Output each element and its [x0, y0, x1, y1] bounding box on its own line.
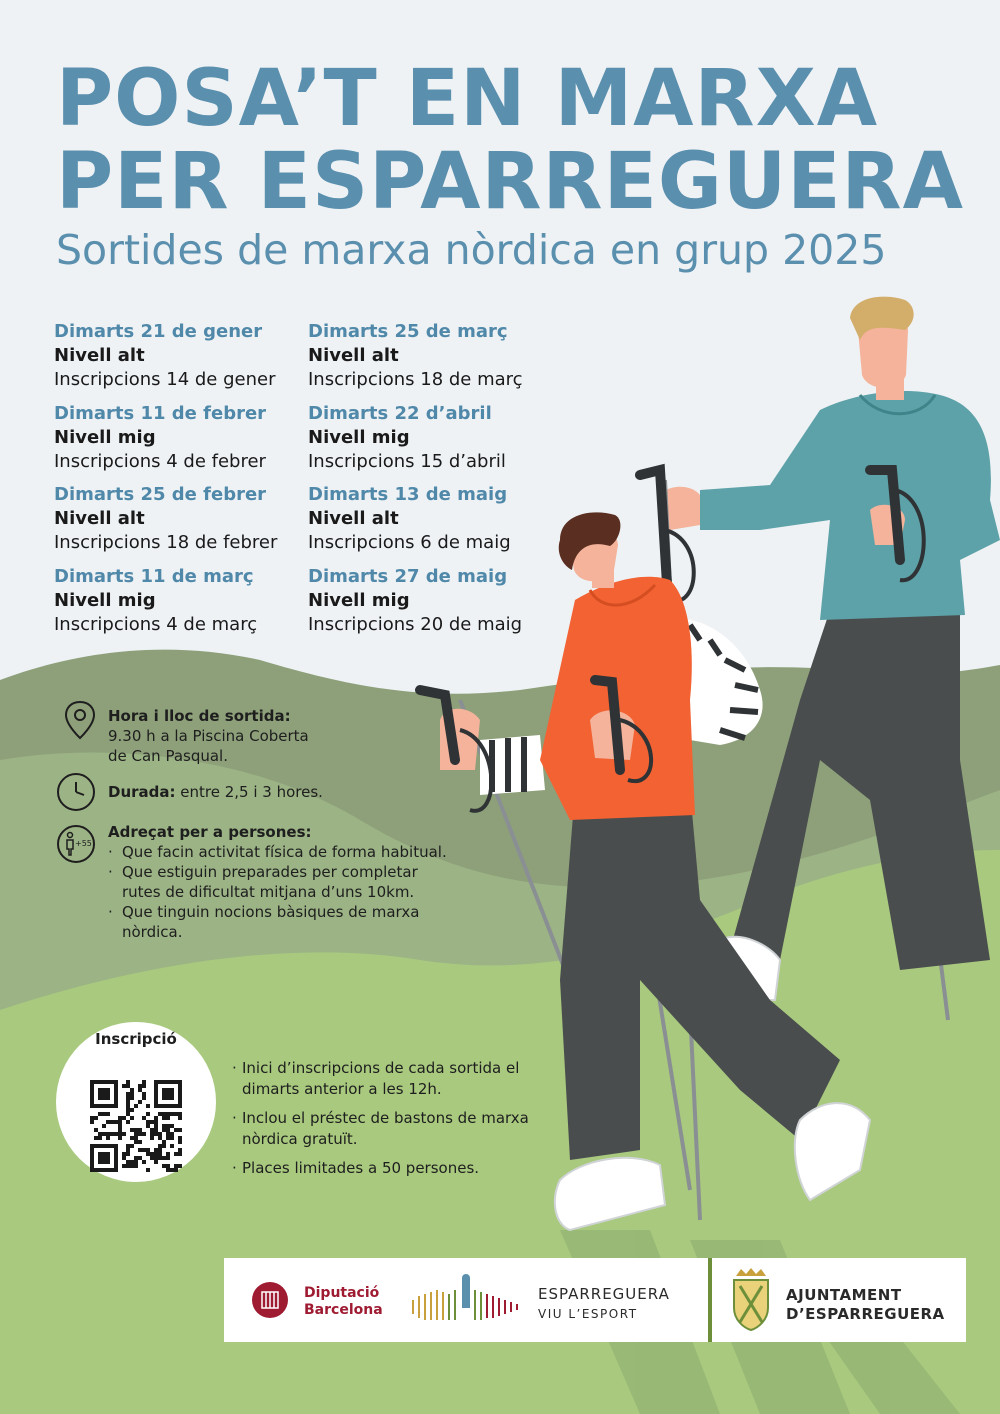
event-item	[308, 565, 558, 647]
ajuntament-line-2: D’ESPARREGUERA	[786, 1305, 945, 1323]
barcelona-line: Barcelona	[304, 1302, 383, 1318]
event-date: Dimarts 22 d’abril	[308, 402, 492, 424]
event-level: Nivell alt	[308, 508, 399, 529]
info-duration	[52, 782, 452, 812]
ajuntament-name	[786, 1286, 945, 1324]
info-audience	[52, 822, 452, 972]
location-pin-icon	[58, 698, 102, 742]
duration-value: entre 2,5 i 3 hores.	[180, 783, 323, 801]
event-registration: Inscripcions 18 de març	[308, 369, 523, 390]
event-item	[54, 402, 304, 484]
esparreguera-esport-name: ESPARREGUERA	[538, 1285, 670, 1303]
diputacio-line: Diputació	[304, 1285, 380, 1301]
registration-note: · Places limitades a 50 persones.	[232, 1158, 562, 1179]
senior-person-icon	[54, 822, 98, 866]
footer-logos	[224, 1258, 966, 1342]
diputacio-barcelona-logo-icon	[250, 1280, 290, 1320]
audience-item: · Que estiguin preparades per completar rutes de dificultat mitjana d’uns 10km.	[108, 862, 458, 902]
event-registration: Inscripcions 18 de febrer	[54, 532, 278, 553]
meeting-place-line-1: 9.30 h a la Piscina Coberta	[108, 727, 309, 745]
schedule-column-2	[308, 320, 558, 646]
event-item	[308, 483, 558, 565]
registration-title: Inscripció	[95, 1030, 177, 1048]
event-date: Dimarts 13 de maig	[308, 484, 508, 505]
registration-note: · Inclou el préstec de bastons de marxa nòrdica gratuït.	[232, 1108, 562, 1150]
audience-item: · Que facin activitat física de forma habitual.	[108, 842, 458, 862]
esparreguera-esport-tagline: VIU L’ESPORT	[538, 1307, 638, 1321]
event-level: Nivell alt	[308, 345, 399, 366]
poster-title-line-1: POSA’T EN MARXA	[56, 54, 879, 144]
diputacio-barcelona-name	[304, 1285, 383, 1319]
event-date: Dimarts 21 de gener	[54, 321, 263, 342]
event-date: Dimarts 25 de març	[308, 321, 508, 342]
duration-label: Durada:	[108, 783, 176, 801]
event-level: Nivell mig	[54, 589, 156, 611]
ajuntament-line-1: AJUNTAMENT	[786, 1286, 902, 1304]
event-registration: Inscripcions 4 de febrer	[54, 450, 266, 472]
meeting-place-label: Hora i lloc de sortida:	[108, 707, 291, 725]
registration-note: · Inici d’inscripcions de cada sortida el dimarts anterior a les 12h.	[232, 1058, 562, 1100]
ajuntament-coat-of-arms-icon	[726, 1266, 776, 1332]
event-registration: Inscripcions 14 de gener	[54, 369, 276, 390]
event-item	[308, 402, 558, 484]
event-level: Nivell alt	[54, 345, 145, 366]
audience-label: Adreçat per a persones:	[108, 823, 312, 841]
audience-item: · Que tinguin nocions bàsiques de marxa nòrdica.	[108, 902, 458, 942]
event-level: Nivell alt	[54, 508, 145, 529]
event-registration: Inscripcions 4 de març	[54, 613, 258, 635]
event-date: Dimarts 11 de febrer	[54, 402, 267, 424]
ajuntament-logo-block	[708, 1258, 970, 1342]
poster-subtitle: Sortides de marxa nòrdica en grup 2025	[56, 226, 887, 274]
poster-title-line-2: PER ESPARREGUERA	[56, 137, 964, 227]
event-item	[54, 320, 304, 402]
event-item	[54, 565, 304, 647]
event-level: Nivell mig	[308, 589, 410, 611]
qr-code[interactable]	[90, 1080, 182, 1172]
event-item	[54, 483, 304, 565]
event-registration: Inscripcions 15 d’abril	[308, 450, 506, 472]
event-date: Dimarts 27 de maig	[308, 565, 508, 587]
meeting-place-line-2: de Can Pasqual.	[108, 747, 228, 765]
event-item	[308, 320, 558, 402]
event-date: Dimarts 11 de març	[54, 565, 254, 587]
schedule-column-1	[54, 320, 304, 646]
event-registration: Inscripcions 6 de maig	[308, 532, 511, 553]
event-registration: Inscripcions 20 de maig	[308, 613, 523, 635]
info-meeting-place	[52, 706, 452, 776]
event-level: Nivell mig	[308, 426, 410, 448]
clock-icon	[54, 770, 98, 814]
event-level: Nivell mig	[54, 426, 156, 448]
age-badge: +55	[75, 839, 92, 848]
event-date: Dimarts 25 de febrer	[54, 484, 267, 505]
registration-notes	[232, 1058, 562, 1187]
esparreguera-skyline-logo-icon	[408, 1270, 528, 1330]
